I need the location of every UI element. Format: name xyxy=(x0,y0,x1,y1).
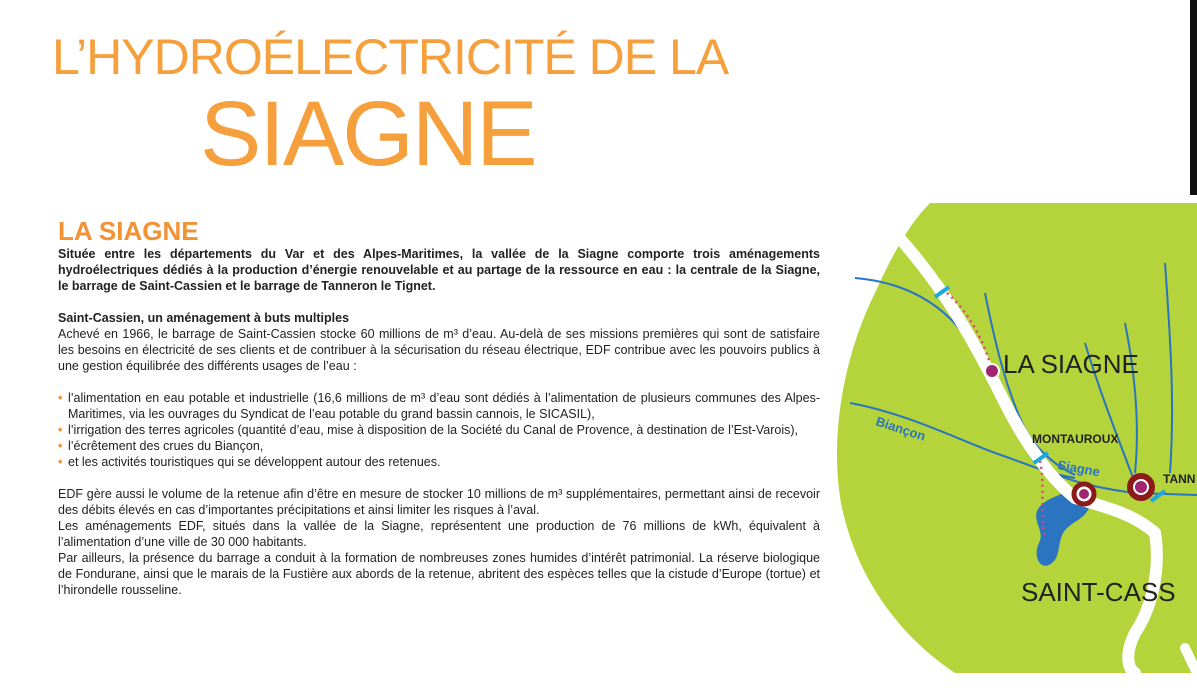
power-plant-icon xyxy=(985,364,999,378)
paragraph-3: Les aménagements EDF, situés dans la vallée de la Siagne, représentent une production de 76 millions de kWh, équivalent à l’alimentation d’une ville de 30 000 habitants. xyxy=(58,519,820,549)
usage-list xyxy=(58,390,820,470)
page-title-line1: L’HYDROÉLECTRICITÉ DE LA xyxy=(52,29,729,85)
paragraph-4: Par ailleurs, la présence du barrage a conduit à la formation de nombreuses zones humides d’intérêt patrimonial. La réserve biologique de Fondurane, ainsi que le marais de la Fustière aux abords de la retenue, abritent des espèces telles que la cistude d’Europe (tortue) et l’hirondelle rousseline. xyxy=(58,551,820,597)
article xyxy=(58,218,820,598)
list-item: • l’irrigation des terres agricoles (quantité d’eau, mise à disposition de la Société du Canal de Provence, à destination de l’Est-Varois), xyxy=(58,422,820,438)
paragraph-1: Achevé en 1966, le barrage de Saint-Cassien stocke 60 millions de m³ d’eau. Au-delà de ses missions premières qui sont de satisfaire les besoins en électricité de ses clients et de contribuer à la sécurisation du réseau électrique, EDF contribue avec les pouvoirs publics à une gestion équilibrée des différents usages de l’eau : xyxy=(58,327,820,373)
window-edge xyxy=(1190,0,1197,195)
intro-paragraph: Située entre les départements du Var et des Alpes-Maritimes, la vallée de la Siagne comporte trois aménagements hydroélectriques dédiés à la production d’énergie renouvelable et au partage de la ressource en eau : la centrale de la Siagne, le barrage de Saint-Cassien et le barrage de Tanneron le Tignet. xyxy=(58,247,820,293)
paragraph-2: EDF gère aussi le volume de la retenue afin d’être en mesure de stocker 10 millions de m³ supplémentaires, permettant ainsi de recevoir des débits élevés en cas d’importantes précipitations et ainsi limiter les risques à l’aval. xyxy=(58,487,820,517)
label-siagne-river: Siagne xyxy=(1056,457,1102,480)
list-item: • et les activités touristiques qui se développent autour des retenues. xyxy=(58,454,820,470)
subheading: Saint-Cassien, un aménagement à buts multiples xyxy=(58,311,350,325)
power-plant-icon xyxy=(1079,489,1089,499)
label-biancon-river: Biançon xyxy=(874,413,928,444)
label-montauroux: MONTAUROUX xyxy=(1032,432,1119,446)
label-la-siagne: LA SIAGNE xyxy=(1003,349,1139,379)
section-title: LA SIAGNE xyxy=(58,218,199,246)
hydro-map xyxy=(835,203,1197,673)
page-title-line2: SIAGNE xyxy=(200,83,536,185)
power-plant-icon xyxy=(1135,481,1147,493)
label-saint-cassien: SAINT-CASS xyxy=(1021,577,1176,607)
list-item: • l’écrêtement des crues du Biançon, xyxy=(58,438,820,454)
list-item: • l’alimentation en eau potable et industrielle (16,6 millions de m³ d’eau sont dédiés à l’alimentation de plusieurs communes des Alpes-Maritimes, via les ouvrages du Syndicat de l’eau potable du grand bassin cannois, le SICASIL), xyxy=(58,390,820,422)
label-tanneron: TANN xyxy=(1163,472,1196,486)
